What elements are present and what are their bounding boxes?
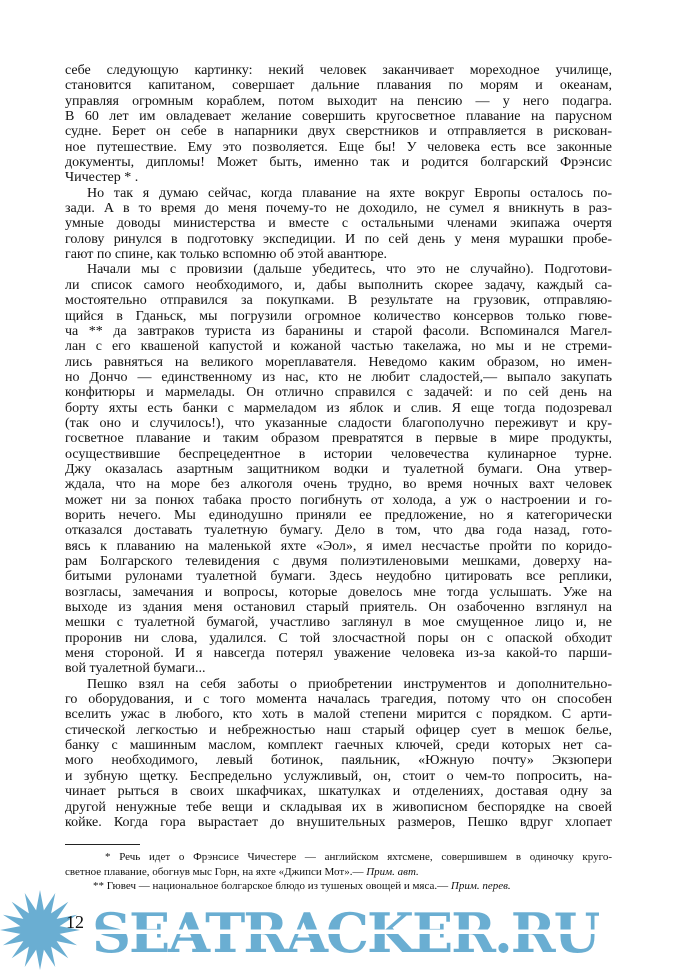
text-line: рам Болгарского телевидения с двумя полиэтиленовыми мешками, доверху на- (65, 554, 612, 569)
text-line: зади. А в то время до меня почему-то не доходило, не сумел я вникнуть в раз- (65, 201, 612, 217)
text-line: осуществившие беспрецедентное в истории человечества кулинарное турне. (65, 446, 612, 462)
text-line: гают по спине, как только вспомню об этой авантюре. (65, 247, 388, 263)
footnote-line (65, 879, 612, 894)
text-line: стической легкостью и небрежностью наш старый офицер сует в мешок белье, (65, 722, 612, 738)
text-line: документы, дипломы! Может быть, именно так и родится болгарский Фрэнсис (65, 155, 612, 171)
text-line: лись равняться на великого мореплавателя. Неведомо каким образом, но имен- (65, 354, 612, 370)
text-line: конфитюры и мармелады. Он отлично справился с задачей: и по сей день на (65, 385, 612, 401)
text-line: (так оно и случилось!), что указанные сладости благополучно переживут и кру- (65, 415, 612, 431)
footnote-divider (65, 844, 140, 845)
text-line: ное путешествие. Ему это позволяется. Еще бы! У человека есть все законные (65, 139, 612, 155)
text-line: другой ненужные тебе вещи и складывая их в живописном беспорядке на своей (65, 799, 612, 815)
text-line: умные доводы министерства и вместе с остальными членами экипажа очертя (65, 216, 612, 232)
footnote-line (65, 865, 612, 880)
text-line: ча ** да завтраков туриста из баранины и старой фасоли. Вспоминался Магел- (65, 323, 612, 339)
text-line: Чичестер * . (65, 170, 139, 186)
text-line: щийся в Гданьск, мы погрузили огромное количество консервов только гюве- (65, 308, 612, 324)
text-line: ворить нечего. Мы единодушно приняли ее предложение, но я категорически (65, 507, 612, 523)
footnote-text: ** Гювеч — национальное болгарское блюдо из тушеных овощей и мяса.— (93, 880, 451, 893)
page-number: 12 (66, 912, 84, 932)
footnote-attribution: Прим. авт. (366, 865, 419, 878)
watermark-logo: SEATRACKER.RU (92, 901, 599, 965)
text-line: Начали мы с провизии (дальше убедитесь, что это не случайно). Подготови- (87, 262, 612, 278)
text-line: битыми рулонами туалетной бумаги. Здесь неудобно цитировать все реплики, (65, 569, 612, 585)
text-line: вой туалетной бумаги... (65, 661, 206, 677)
text-line: может ни за понюх табака просто погибнуть от холода, а уж о настроении и го- (65, 492, 612, 508)
text-line: себе следующую картинку: некий человек заканчивает мореходное училище, (65, 63, 612, 78)
footnote-text: светное плавание, обогнув мыс Горн, на яхте «Джипси Мот».— (65, 865, 367, 878)
text-line: лан с его квашеной капустой и кожаной частью такелажа, но мы и не стреми- (65, 339, 612, 355)
text-line: Пешко взял на себя заботы о приобретении инструментов и дополнительно- (87, 676, 612, 692)
text-line: борту яхты есть банки с мармеладом из яблок и слив. Я еще тогда подозревал (65, 400, 612, 416)
text-line: управляя огромным кораблем, потом выходит на пенсию — у него подагра. (65, 93, 612, 109)
footnote-line (65, 850, 612, 865)
footnotes (65, 850, 612, 894)
text-line: выходе из здания меня остановил старый приятель. Он озабоченно взглянул на (65, 600, 612, 616)
page-content (65, 63, 612, 894)
text-line: становится капитаном, совершает дальние плавания по морям и океанам, (65, 78, 612, 94)
text-line: проронив ни слова, удалился. С той злосчастной поры он с опаской обходит (65, 630, 612, 646)
text-line: меня стороной. И я навсегда потерял уважение человека из-за какой-то парши- (65, 646, 612, 662)
text-line: ждала, что на море без алкоголя очень трудно, во время ночных вахт человек (65, 477, 612, 493)
text-line: го оборудования, и с того момента началась трагедия, потому что он способен (65, 692, 612, 708)
text-line: мостоятельно отправился за покупками. В результате на грузовик, отправляю- (65, 293, 612, 309)
footnote-attribution: Прим. перев. (450, 880, 511, 893)
text-line: возгласы, замечания и вопросы, которые довелось мне тогда услышать. Уже на (65, 584, 612, 600)
text-line: Джу оказалась азартным защитником водки и туалетной бумаги. Она утвер- (65, 461, 612, 477)
text-line: В 60 лет им овладевает желание совершить кругосветное плавание на парусном (65, 109, 612, 125)
text-line: но Дончо — единственному из нас, кто не любит сладостей,— выпало закупать (65, 369, 612, 385)
text-line: вселить ужас в любого, кто хоть в малой степени мирится с порядком. С арти- (65, 707, 612, 723)
text-line: судне. Берет он себе в напарники двух сверстников и отправляется в рискован- (65, 124, 612, 140)
body-text (65, 63, 612, 830)
text-line: вясь к плаванию на маленькой яхте «Эол», я имел несчастье пройти по коридо- (65, 538, 612, 554)
footnote-text: * Речь идет о Фрэнсисе Чичестере — английском яхтсмене, совершившем в одиночку круго- (105, 851, 612, 864)
text-line: ли список самого необходимого, и, дабы выполнить скорее задачу, каждый са- (65, 277, 612, 293)
text-line: отказался доставать туалетную бумагу. Дело в том, что два года назад, гото- (65, 523, 612, 539)
text-line: банку с машинным маслом, комплект гаечных ключей, среди которых нет са- (65, 738, 612, 754)
text-line: и зубную щетку. Беспредельно услужливый, он, стоит о чем-то попросить, на- (65, 768, 612, 784)
text-line: голову ринулся в подготовку экспедиции. И по сей день у меня мурашки пробе- (65, 231, 612, 247)
text-line: Но так я думаю сейчас, когда плавание на яхте вокруг Европы осталось по- (87, 185, 612, 201)
text-line: госветное плавание и таким образом превратятся в первые в мире продукты, (65, 431, 612, 447)
text-line: мого необходимого, левый ботинок, паяльник, «Южную почту» Экзюпери (65, 753, 612, 769)
text-line: чинает рыться в своих шкафчиках, шкатулках и отделениях, доставая одну за (65, 784, 612, 800)
text-line: койке. Когда гора вырастает до внушительных размеров, Пешко вдруг хлопает (65, 814, 612, 830)
text-line: мешки с туалетной бумагой, участливо заглянул в мое смущенное лицо и, не (65, 615, 612, 631)
